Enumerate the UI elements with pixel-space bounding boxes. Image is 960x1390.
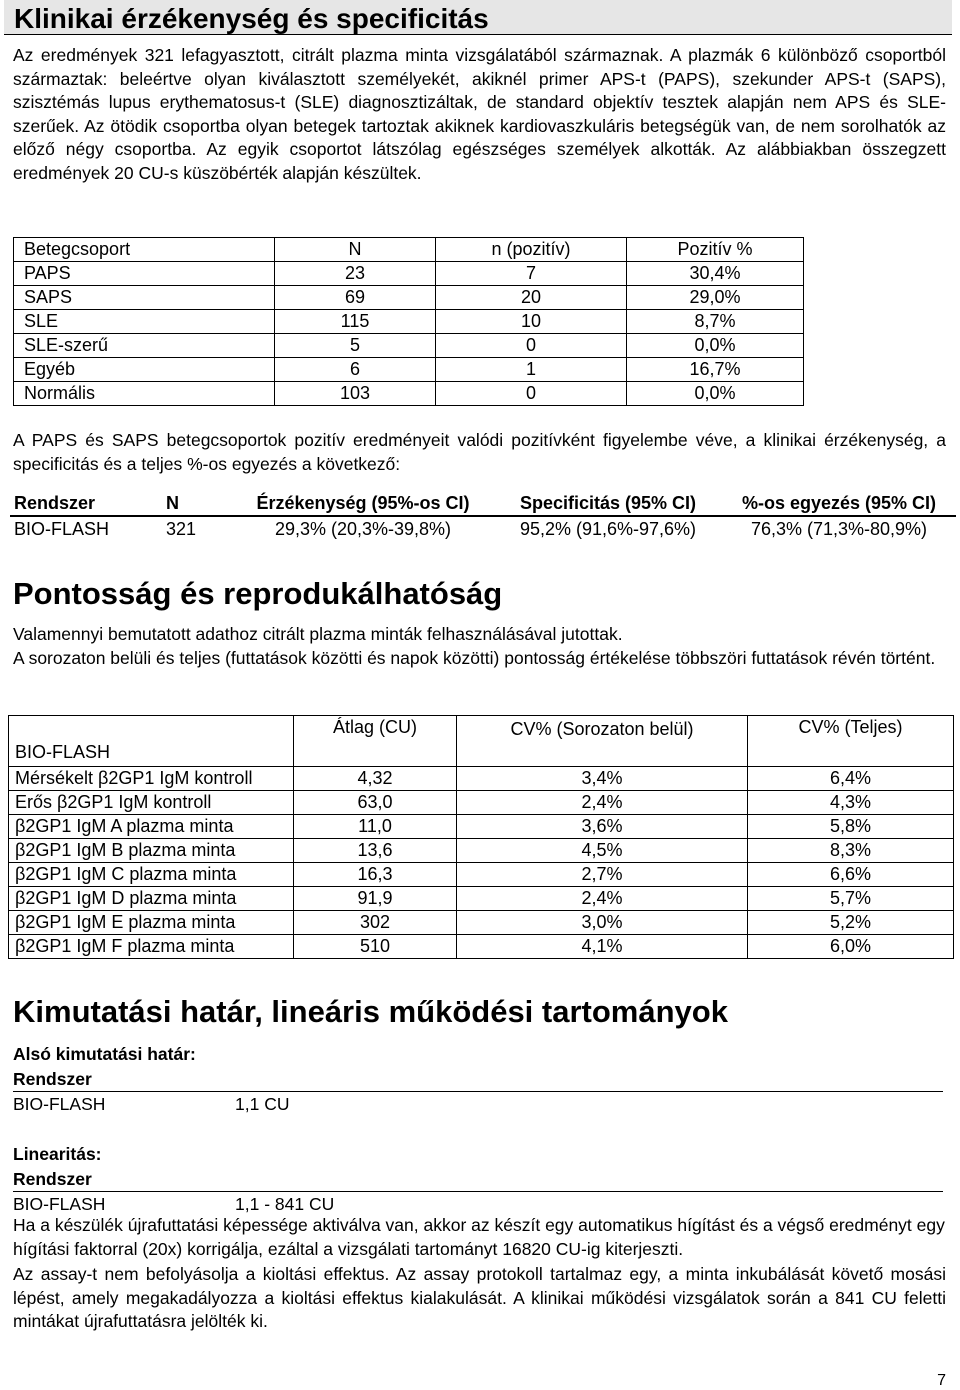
table-cell: 16,3: [294, 863, 457, 887]
table-cell: Egyéb: [14, 358, 275, 382]
table-row: [9, 767, 954, 791]
lod-label: Alsó kimutatási határ:: [13, 1044, 196, 1064]
linearity-label: Linearitás:: [13, 1144, 102, 1164]
table-row: [14, 382, 804, 406]
table-header-cell: CV% (Teljes): [748, 716, 954, 767]
table-header-cell: Betegcsoport: [14, 238, 275, 262]
table-cell: 3,0%: [457, 911, 748, 935]
table-cell: 1: [436, 358, 627, 382]
table-row: [14, 334, 804, 358]
table-cell: 2,4%: [457, 791, 748, 815]
table-row: [14, 310, 804, 334]
table-header-cell: CV% (Sorozaton belül): [457, 716, 748, 767]
divider: [13, 1191, 943, 1192]
table-cell: β2GP1 IgM C plazma minta: [9, 863, 294, 887]
table-cell: 23: [275, 262, 436, 286]
table-cell: 4,1%: [457, 935, 748, 959]
table-cell: SLE: [14, 310, 275, 334]
table-cell: 11,0: [294, 815, 457, 839]
rerun-paragraphs: [13, 1214, 946, 1334]
table-cell: β2GP1 IgM A plazma minta: [9, 815, 294, 839]
table-row: [9, 935, 954, 959]
rerun-paragraph: Ha a készülék újrafuttatási képessége aktiválva van, akkor az készít egy automatikus hígítást és a végső eredményt egy hígítási faktorral (20x) korrigálja, ezáltal a vizsgálati tartományt 16820 CU-ig kiterjeszti.: [13, 1215, 945, 1259]
table-cell: 103: [275, 382, 436, 406]
table-cell: 69: [275, 286, 436, 310]
table-cell: 4,5%: [457, 839, 748, 863]
table-cell: 0,0%: [627, 334, 804, 358]
table-row: [14, 286, 804, 310]
table-cell: SLE-szerű: [14, 334, 275, 358]
table-cell: 5: [275, 334, 436, 358]
table-header-cell: Átlag (CU): [294, 716, 457, 767]
table-cell: β2GP1 IgM D plazma minta: [9, 887, 294, 911]
lod-system-header: Rendszer: [13, 1069, 92, 1089]
table-cell: β2GP1 IgM B plazma minta: [9, 839, 294, 863]
group-results-table: [13, 237, 804, 406]
table-header-row: [9, 716, 954, 767]
table-cell: Normális: [14, 382, 275, 406]
table-cell: 321: [166, 519, 197, 539]
table-row: [10, 516, 956, 541]
table-cell: 10: [436, 310, 627, 334]
table-row: [9, 815, 954, 839]
intro-paragraph: Az eredmények 321 lefagyasztott, citrált plazma minta vizsgálatából származnak. A plazmák 6 különböző csoportból származtak: beleértve olyan kiválasztott személyekét, akiknél primer APS-t (PAPS), szekunder APS-t (SAPS), szisztémás lupus erythematosus-t (SLE) diagnosztizáltak, de standard objektív tesztek alapján nem APS és SLE-szerűek. Az ötödik csoportba olyan betegek tartoztak akiknek kardiovaszkuláris betegségük van, de nem sorolhatók az előző négy csoportba. Az egyik csoportot látszólag egészséges személyek alkották. Az alábbiakban összegzett eredmények 20 CU-s küszöbérték alapján készültek.: [13, 45, 946, 183]
table-cell: BIO-FLASH: [14, 519, 110, 539]
table-cell: Erős β2GP1 IgM kontroll: [9, 791, 294, 815]
table-cell: 5,8%: [748, 815, 954, 839]
table-header-cell: Rendszer: [10, 491, 162, 516]
table-header-cell: BIO-FLASH: [9, 716, 294, 767]
table-cell: 3,4%: [457, 767, 748, 791]
table-cell: 8,7%: [627, 310, 804, 334]
table-cell: 3,6%: [457, 815, 748, 839]
table-cell: PAPS: [14, 262, 275, 286]
table-cell: 30,4%: [627, 262, 804, 286]
table-header-cell: N: [275, 238, 436, 262]
table-cell: 8,3%: [748, 839, 954, 863]
table-row: [14, 262, 804, 286]
table-row: [14, 358, 804, 382]
table-cell: 6,6%: [748, 863, 954, 887]
table-cell: SAPS: [14, 286, 275, 310]
table-cell: β2GP1 IgM F plazma minta: [9, 935, 294, 959]
table-cell: 6,4%: [748, 767, 954, 791]
table-cell: 6: [275, 358, 436, 382]
table-cell: 29,3% (20,3%-39,8%): [274, 519, 452, 539]
table-cell: 7: [436, 262, 627, 286]
table-cell: 0,0%: [627, 382, 804, 406]
divider: [13, 1091, 943, 1092]
table-cell: 2,4%: [457, 887, 748, 911]
table-cell: 510: [294, 935, 457, 959]
section-heading-precision: Pontosság és reprodukálhatóság: [13, 576, 503, 611]
table-cell: 76,3% (71,3%-80,9%): [750, 519, 928, 539]
table-header-cell: Pozitív %: [627, 238, 804, 262]
table-header-row: [14, 238, 804, 262]
table-header-cell: %-os egyezés (95% CI): [722, 491, 956, 516]
table-cell: 20: [436, 286, 627, 310]
table-cell: 2,7%: [457, 863, 748, 887]
precision-line: A sorozaton belüli és teljes (futtatások közötti és napok közötti) pontosság értékelése többszöri futtatások révén történt.: [13, 647, 936, 668]
table-cell: 5,2%: [748, 911, 954, 935]
table-cell: 63,0: [294, 791, 457, 815]
section-heading-detection-limit: Kimutatási határ, lineáris működési tartományok: [13, 994, 728, 1029]
sensitivity-table: [10, 491, 956, 541]
table-row: [9, 791, 954, 815]
linearity-system: BIO-FLASH: [13, 1194, 106, 1214]
table-row: [9, 839, 954, 863]
title-bar: [4, 0, 952, 35]
table-cell: 13,6: [294, 839, 457, 863]
table-cell: 302: [294, 911, 457, 935]
table-cell: 5,7%: [748, 887, 954, 911]
table-cell: 4,3%: [748, 791, 954, 815]
table-header-cell: Specificitás (95% CI): [494, 491, 722, 516]
table-cell: 95,2% (91,6%-97,6%): [519, 519, 697, 539]
table-cell: 0: [436, 382, 627, 406]
table-cell: 29,0%: [627, 286, 804, 310]
table-cell: Mérsékelt β2GP1 IgM kontroll: [9, 767, 294, 791]
table-cell: 0: [436, 334, 627, 358]
precision-paragraph: [13, 623, 946, 670]
hook-effect-paragraph: Az assay-t nem befolyásolja a kioltási effektus. Az assay protokoll tartalmaz egy, a minta inkubálását követő mosási lépést, amely megakadályozza a kioltási effektus kialakulását. A klinikai működési vizsgálatok során a 841 CU feletti mintákat újrafuttatásra jelölték ki.: [13, 1264, 946, 1331]
linearity-value: 1,1 - 841 CU: [235, 1194, 335, 1214]
table-row: [9, 863, 954, 887]
table-cell: 91,9: [294, 887, 457, 911]
table-header-cell: Érzékenység (95%-os CI): [232, 491, 494, 516]
page-number: 7: [937, 1372, 946, 1389]
linearity-system-header: Rendszer: [13, 1169, 92, 1189]
table-cell: 115: [275, 310, 436, 334]
precision-line: Valamennyi bemutatott adathoz citrált plazma minták felhasználásával jutottak.: [13, 624, 623, 644]
table-cell: 4,32: [294, 767, 457, 791]
table-cell: β2GP1 IgM E plazma minta: [9, 911, 294, 935]
table-row: [9, 911, 954, 935]
table-cell: 16,7%: [627, 358, 804, 382]
sensitivity-intro-paragraph: A PAPS és SAPS betegcsoportok pozitív eredményeit valódi pozitívként figyelembe véve, a klinikai érzékenység, a specificitás és a teljes %-os egyezés a következő:: [13, 430, 946, 474]
page-title: Klinikai érzékenység és specificitás: [14, 3, 489, 34]
lod-system: BIO-FLASH: [13, 1094, 106, 1114]
table-header-cell: n (pozitív): [436, 238, 627, 262]
precision-table: [8, 715, 954, 959]
table-row: [9, 887, 954, 911]
lod-value: 1,1 CU: [235, 1094, 290, 1114]
table-header-cell: N: [162, 491, 232, 516]
table-cell: 6,0%: [748, 935, 954, 959]
table-header-row: [10, 491, 956, 516]
